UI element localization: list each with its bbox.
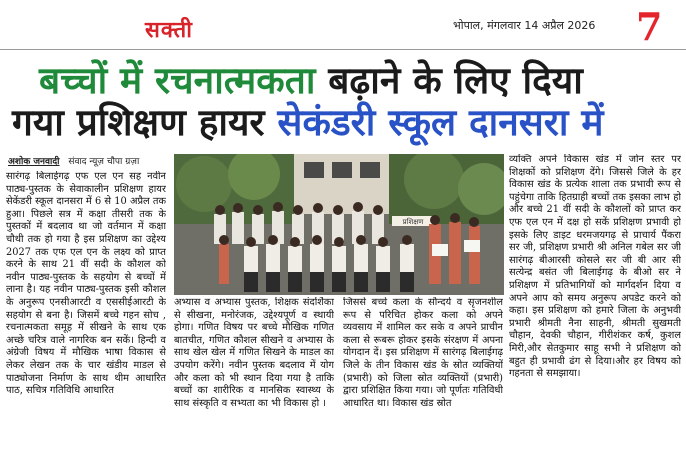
headline-line-1-part-1: बच्चों में रचनात्मकता (39, 59, 316, 102)
page-number: 7 (636, 4, 663, 49)
headline-line-2-part-1: गया प्रशिक्षण हायर (12, 101, 265, 144)
section-title: सक्ती (145, 18, 193, 43)
headline-line-2 (12, 95, 604, 146)
article-column-4: व्यक्ति अपने विकास खंड में जोन स्तर पर शिक्षकों को प्रशिक्षण देंगे। जिससे जिले के हर विकास खंड के प्रत्येक शाला तक प्रभावी रूप से पहुंचेगा ताकि हितग्राही बच्चों तक इसका लाभ हो और बच्चे 21 वीं सदी के कौशलों को प्राप्त कर एफ एल एन में दक्ष हो सकें प्रशिक्षण प्रभावी हो इसके लिए डाइट धरमजयगढ़ से प्राचार्य पैंकरा सर जी, प्रशिक्षण प्रभारी श्री अनिल गबेल सर जी सारंगढ़ बीआरसी कोसले सर जी बी आर सी सत्येन्द्र बसंत जी बिलाईगढ़ के बीओ सर ने प्रशिक्षण में प्रतिभागियों को मार्गदर्शन दिया व अपने आप को समय अनुरूप अपडेट करने को कहा। इस प्रशिक्षण को हमारे जिला के अनुभवी प्रभारी श्रीमती नैना साहनी, श्रीमती सुखमती चौहान, देवकी चौहान, गीरीशंकर कर्ष, कुशल मिरी,और सेतकुमार साहू सभी ने प्रशिक्षण को बहुत ही प्रभावी ढंग से दिया।और हर विषय को गहनता से समझाया। (509, 154, 681, 380)
byline (8, 154, 139, 167)
photo-sign: प्रशिक्षण (402, 218, 424, 226)
dateline: भोपाल, मंगलवार 14 अप्रैल 2026 (453, 19, 596, 32)
headline-line-1-part-2: बढ़ाने के लिए दिया (315, 59, 583, 102)
byline-author: अशोक जनवादी (8, 157, 60, 167)
article-column-3: जिससे बच्चे कला के सौन्दर्य व सृजनशील रूप से परिचित होकर कला को अपने व्यवसाय में शामिल कर सके व अपने प्राचीन कला से रूबरू होकर इसके संरक्षण में अपना योगदान दें। इस प्रशिक्षण में सारंगढ़ बिलाईगढ़ जिले के तीन विकास खंड के स्रोत व्यक्तियों (प्रभारी) को जिला स्रोत व्यक्तियों (प्रभारी) द्वारा प्रशिक्षित किया गया। जो पूर्णतः गतिविधी आधारित था। विकास खंड स्रोत (343, 297, 503, 409)
headline-line-2-part-2: सेकंडरी स्कूल दानसरा में (264, 101, 604, 144)
byline-credit: संवाद न्यूज़ चौपा ग्रज़ा (68, 157, 140, 167)
group-photo-illustration (174, 154, 504, 295)
article-column-1: सारंगढ़ बिलाईगढ़ एफ एल एन सह नवीन पाठ्य-पुस्तक के सेवाकालीन प्रशिक्षण हायर सेकेंडरी स्कूल दानसरा में 6 से 10 अप्रैल तक हुआ। पिछले सत्र में कक्षा तीसरी तक के पुस्तकों में बदलाव था जो वर्तमान में कक्षा चौथी तक हो गया है इस प्रशिक्षण का उद्देश्य 2027 तक एफ एल एन के लक्ष्य को प्राप्त करने के साथ 21 वीं सदी के कौशल को नवीन पाठ्य-पुस्तक के सहयोग से बच्चों में लाना है। यह नवीन पाठ्य-पुस्तक इसी कौशल के अनुरूप एनसीआरटी व एससीईआरटी के सहयोग से बना है। जिसमें बच्चे गहन सोच , रचनात्मकता समूह में सीखने के साथ एक अच्छे चरित्र वाले नागरिक बन सकें। हिन्दी व अंग्रेजी विषय में मौखिक भाषा विकास से लेकर लेखन तक के चार खंडीय माडल से पाठ्योजना निर्माण के साथ थीम आधारित पाठ, सचित्र गतिविधि आधारित (6, 171, 166, 397)
article-column-2: अभ्यास व अभ्यास पुस्तक, शिक्षक संदर्शिका से सीखना, मनोरंजक, उद्देश्यपूर्ण व स्थायी होगा। गणित विषय पर बच्चे मौखिक गणित बातचीत, गणित कौशल सीखने व अभ्यास के साथ खेल खेल में गणित सिखने के माडल का उपयोग करेंगे। नवीन पुस्तक बदलाव में योग और कला को भी स्थान दिया गया है ताकि बच्चों का शारीरिक व मानसिक स्वास्थ्य के साथ संस्कृति व सभ्यता का भी विकास हो । (174, 297, 334, 409)
group-photo (174, 154, 504, 295)
header-rule (0, 49, 686, 50)
